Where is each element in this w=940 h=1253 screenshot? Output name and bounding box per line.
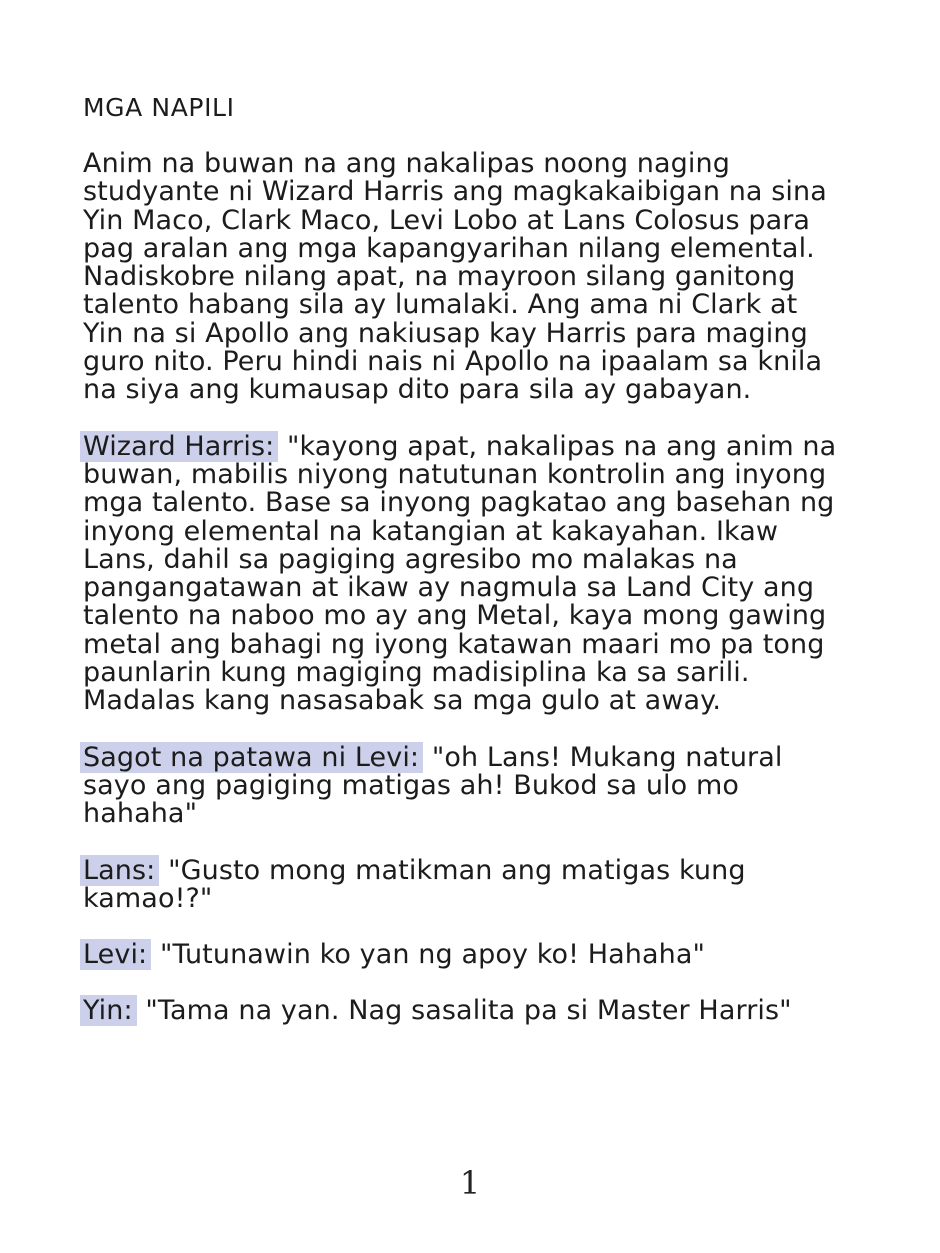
dialogue-line: "oh Lans! Mukang natural sayo ang pagiging matigas ah! Bukod sa ulo mo hahaha" <box>83 741 783 830</box>
dialogue-paragraph <box>83 997 843 1025</box>
dialogue-paragraph <box>83 430 843 717</box>
intro-paragraph: Anim na buwan na ang nakalipas noong naging studyante ni Wizard Harris ang magkakaibigan na sina Yin Maco, Clark Maco, Levi Lobo at Lans Colosus para pag aralan ang mga kapangyarihan nilang elemental. Nadiskobre nilang apat, na mayroon silang ganitong talento habang sila ay lumalaki. Ang ama ni Clark at Yin na si Apollo ang nakiusap kay Harris para maging guro nito. Peru hindi nais ni Apollo na ipaalam sa knila na siya ang kumausap dito para sila ay gabayan. <box>83 148 827 406</box>
dialogue-line: "kayong apat, nakalipas na ang anim na buwan, mabilis niyong natutunan kontrolin ang inyong mga talento. Base sa inyong pagkatao ang basehan ng inyong elemental na katangian at kakayahan. Ikaw Lans, dahil sa pagiging agresibo mo malakas na pangangatawan at ikaw ay nagmula sa Land City ang talento na naboo mo ay ang Metal, kaya mong gawing metal ang bahagi ng iyong katawan maari mo pa tong paunlarin kung magiging madisiplina ka sa sarili. Madalas kang nasasabak sa mga gulo at away. <box>83 430 837 717</box>
dialogue-paragraph <box>83 741 843 830</box>
speaker-label: Yin: <box>80 995 137 1026</box>
speaker-label: Levi: <box>80 939 151 970</box>
page-number: 1 <box>459 1164 481 1202</box>
dialogue-paragraph <box>83 941 843 969</box>
dialogue-line: "Gusto mong matikman ang matigas kung kamao!?" <box>83 854 746 914</box>
dialogue-line: "Tama na yan. Nag sasalita pa si Master Harris" <box>145 995 792 1027</box>
dialogue-line: "Tutunawin ko yan ng apoy ko! Hahaha" <box>159 939 705 971</box>
speaker-label: Wizard Harris: <box>80 431 278 462</box>
chapter-title: MGA NAPILI <box>83 93 235 122</box>
page-body <box>83 88 843 1054</box>
speaker-label: Lans: <box>80 855 159 886</box>
dialogue-paragraph <box>83 854 843 914</box>
speaker-label: Sagot na patawa ni Levi: <box>80 742 423 773</box>
